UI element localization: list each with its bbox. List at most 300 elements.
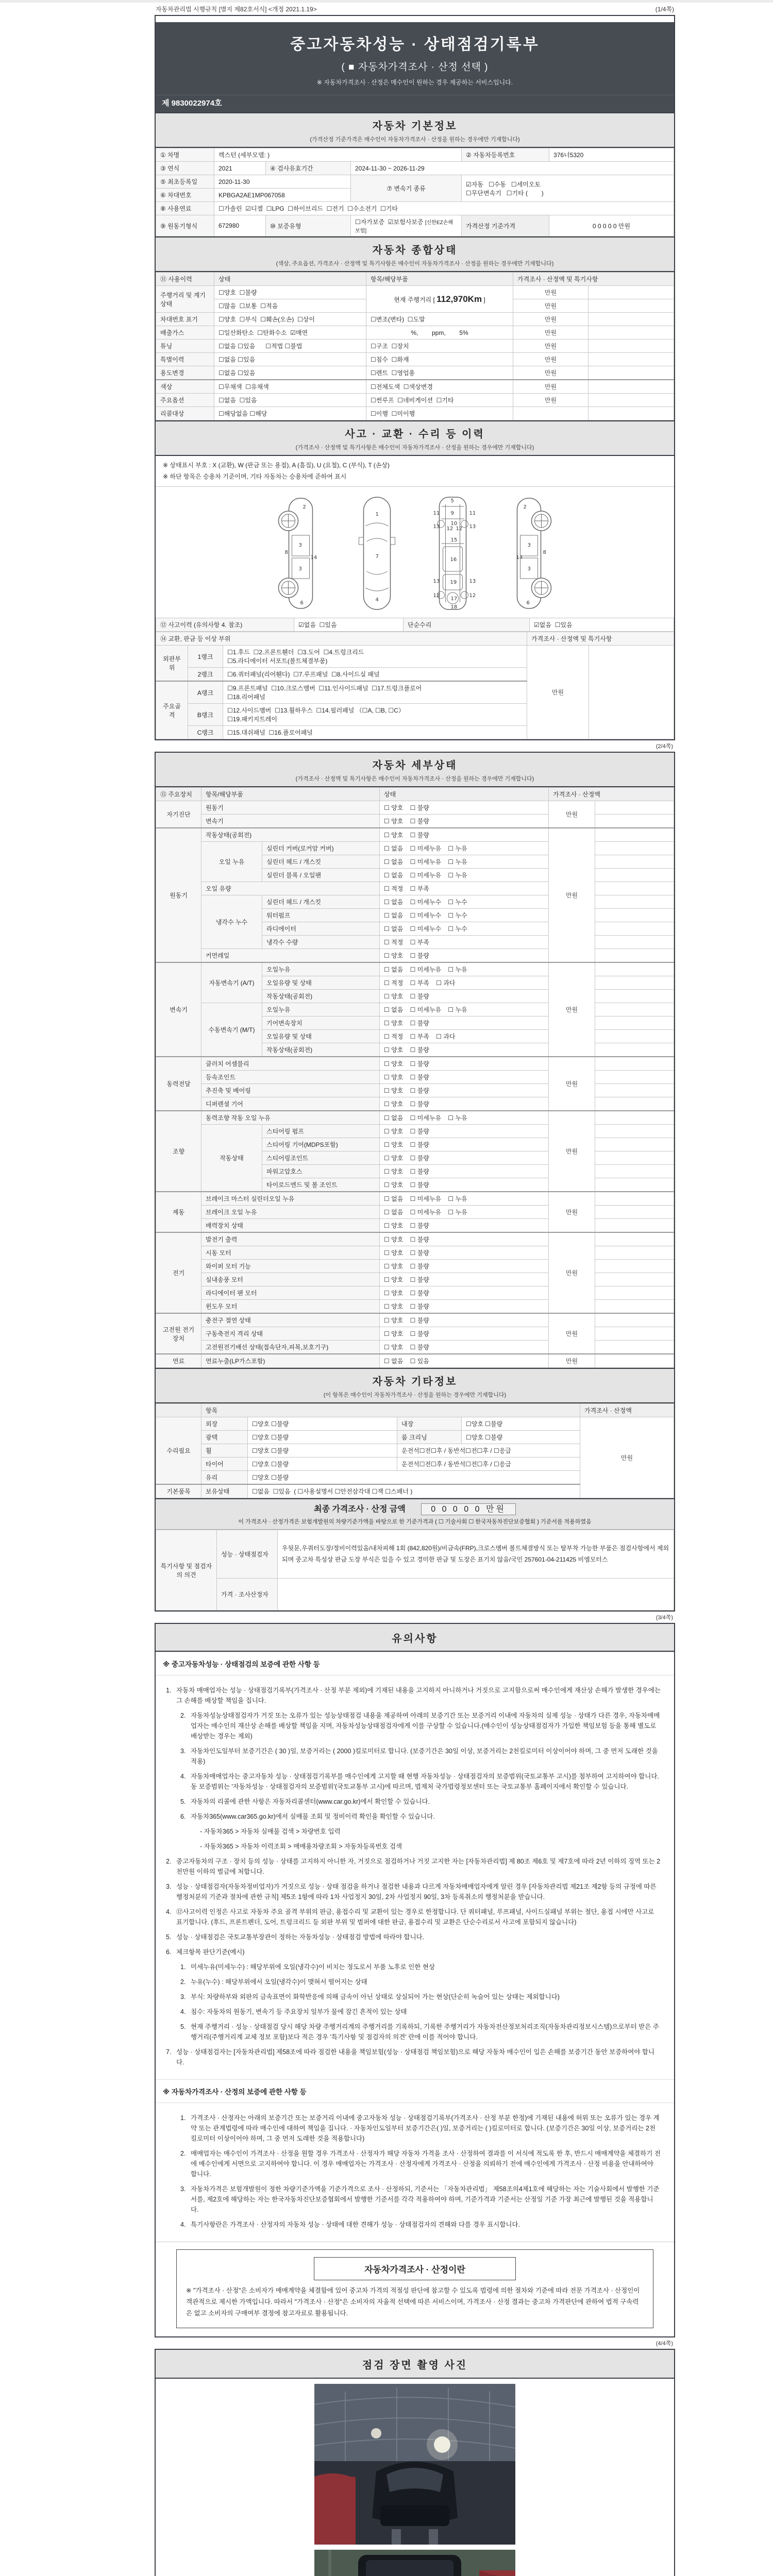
state-checkboxes[interactable]: ☐ 양호 ☐ 불량 bbox=[380, 1313, 549, 1327]
state-checkboxes[interactable]: ☐ 없음 ☐ 미세누유 ☐ 누유 bbox=[380, 855, 549, 869]
row-label: 타이로드엔드 및 볼 조인트 bbox=[262, 1178, 380, 1192]
notice-item: 1. 가격조사 · 산정자는 아래의 보증기간 또는 보증거리 이내에 중고자동차 성능 · 상태점검기록부(가격조사 · 산정 부분 한정)에 기재된 내용에 허위 또는 오류가 있는 경우 계약 또는 관계법령에 따라 매수인에 대하여 책임을 집니다. · 자동차인도일부터 보증기간은( )일, 보증거리는 ( )킬로미터로 합니다. (보증기간은 30일 이상, 보증거리는 2천킬로미터 이상이어야 하며, 그 중 먼저 도래한 것을 적용합니다) bbox=[180, 2114, 660, 2143]
vin-mark-label: 차대번호 표기 bbox=[156, 313, 214, 326]
car-diagram-right-side bbox=[501, 494, 556, 613]
document-title: 중고자동차성능 · 상태점검기록부 bbox=[290, 36, 540, 53]
price-cell: 만원 bbox=[549, 1057, 595, 1111]
emission-state[interactable]: ☐일산화탄소 ☐탄화수소 ☑매연 bbox=[214, 326, 366, 340]
row-label: 고전원전기배선 상태(접속단자,피복,보호기구) bbox=[201, 1341, 380, 1354]
state-checkboxes[interactable]: ☐ 양호 ☐ 불량 bbox=[380, 1165, 549, 1178]
rankA-line2: ☐18.리어패널 bbox=[227, 693, 265, 701]
row-label: 등속조인트 bbox=[201, 1071, 380, 1084]
row-label: 광택 bbox=[201, 1431, 248, 1444]
svg-text:18: 18 bbox=[450, 604, 458, 611]
price-cell: 만원 bbox=[549, 1111, 595, 1192]
notice-item: 5. 현재 주행거리 · 성능 · 상태점검 당시 해당 차량 주행거리계의 주행거리를 기록하되, 기록한 주행거리가 자동차전산정보처리조직(자동차관리정보시스템)으로부터 받은 주행거리(주행거리계 교체 정보 포함)보다 적은 경우 '특기사항 및 점검자의 의견' 란에 이를 적어야 합니다. bbox=[180, 2023, 659, 2041]
notice-group1-list bbox=[156, 1675, 674, 2079]
document-header bbox=[156, 20, 674, 95]
section-title: 자동차 세부상태 bbox=[372, 760, 458, 772]
svg-text:3: 3 bbox=[527, 543, 531, 549]
svg-text:11: 11 bbox=[433, 511, 440, 517]
state-checkboxes[interactable]: ☐ 양호 ☐ 불량 bbox=[380, 1097, 549, 1111]
row-label: 워터펌프 bbox=[262, 909, 380, 922]
rankB-label: B랭크 bbox=[188, 704, 223, 726]
rankA-label: A랭크 bbox=[188, 681, 223, 704]
group-transmission: 변속기 bbox=[156, 962, 201, 1057]
svg-text:16: 16 bbox=[450, 557, 457, 563]
state-checkboxes[interactable]: ☐ 없음 ☐ 미세누수 ☐ 누수 bbox=[380, 895, 549, 909]
basic-info-table bbox=[156, 148, 674, 236]
etc-info-table bbox=[156, 1403, 674, 1498]
row-label: 와이퍼 모터 기능 bbox=[201, 1260, 380, 1273]
inspector-label: 성능 · 상태점검자 bbox=[217, 1530, 278, 1579]
section-subtitle: (가격산정 기준가격은 매수인이 자동차가격조사 · 산정을 원하는 경우에만 기재합니다) bbox=[310, 137, 520, 143]
warranty-type-label: ⑩ 보증유형 bbox=[266, 215, 351, 236]
basic-items-checkboxes[interactable]: ☐없음 ☐있음 ( ☐사용설명서 ☐안전삼각대 ☐잭 ☐스패너 ) bbox=[248, 1484, 580, 1498]
section-title: 사고 · 교환 · 수리 등 이력 bbox=[345, 429, 485, 440]
fuel-label: ⑧ 사용연료 bbox=[156, 202, 214, 215]
legend-codes: ※ 상태표시 부호 : X (교환), W (판금 또는 용접), A (흠집), U (요철), C (부식), T (손상) bbox=[163, 462, 390, 469]
rankC-items[interactable]: ☐15.대쉬패널 ☐16.플로어패널 bbox=[223, 726, 527, 739]
transmission-checkboxes[interactable] bbox=[462, 175, 674, 202]
notice-item: - 자동차365 > 자동차 실매물 검색 > 차량번호 입력 bbox=[200, 1828, 341, 1836]
svg-text:12: 12 bbox=[469, 593, 476, 599]
emission-values: %, ppm, 5% bbox=[366, 326, 513, 340]
row-label: 충전구 절연 상태 bbox=[201, 1313, 380, 1327]
warranty-options: ☐자가보증 ☑보험사보증 bbox=[355, 218, 424, 226]
price-cell: 만원 bbox=[549, 962, 595, 1057]
notice-item: 5. 자동차의 리콜에 관한 사항은 자동차리콜센터(www.car.go.kr)에서 확인할 수 있습니다. bbox=[180, 1798, 430, 1806]
state-checkboxes[interactable]: ☐ 적정 ☐ 부족 bbox=[380, 882, 549, 895]
notice-item: 4. ⑫사고이력 인정은 사고로 자동차 주요 골격 부위의 판금, 용접수리 및 교환이 있는 경우로 한정합니다. 단 쿼터패널, 루프패널, 사이드실패널 부위는 절단, 용접 시에만 사고로 표기합니다. (후드, 프론트펜더, 도어, 트렁크리드 등 외판 부위 및 범퍼에 대한 판금, 용접수리 및 교환은 단순수리로서 사고에 포함되지 않습니다) bbox=[166, 1908, 654, 1926]
rankB-items[interactable] bbox=[223, 704, 527, 726]
notice-item: 2. 누유(누수) : 해당부위에서 오일(냉각수)이 맺혀서 떨어지는 상태 bbox=[180, 1978, 367, 1986]
page-meta bbox=[155, 3, 675, 15]
inspection-period-value: 2024-11-30 ~ 2026-11-29 bbox=[351, 162, 674, 175]
sub-coolant-leak: 냉각수 누수 bbox=[201, 895, 262, 949]
form-box-a bbox=[155, 15, 675, 740]
rankB-line1: ☐12.사이드멤버 ☐13.휠하우스 ☐14.필러패널 （☐A, ☐B, ☐C） bbox=[227, 707, 405, 715]
section-basic-info bbox=[156, 112, 674, 148]
first-reg-label: ⑤ 최초등록일 bbox=[156, 175, 214, 189]
vin-mark-item[interactable]: ☐변조(변타) ☐도말 bbox=[366, 313, 513, 326]
state-checkboxes[interactable]: ☐ 양호 ☐ 불량 bbox=[380, 1016, 549, 1030]
row-label: 연료누출(LP가스포함) bbox=[201, 1354, 380, 1368]
group-engine: 원동기 bbox=[156, 828, 201, 962]
vin-value: KPBGA2AE1MP067058 bbox=[214, 189, 351, 202]
svg-text:13: 13 bbox=[469, 524, 476, 530]
price-survey-definition bbox=[156, 2242, 674, 2336]
form-box-b bbox=[155, 752, 675, 1612]
special-history-label: 특별이력 bbox=[156, 353, 214, 366]
row-label: 휠 bbox=[201, 1444, 248, 1458]
state-checkboxes[interactable]: ☐양호 ☐불량 bbox=[248, 1417, 397, 1431]
row-label: 룸 크리닝 bbox=[397, 1431, 462, 1444]
engine-type-value: 672980 bbox=[214, 215, 266, 236]
emission-label: 배출가스 bbox=[156, 326, 214, 340]
page-number-2: (2/4쪽) bbox=[656, 743, 673, 750]
section-subtitle: (가격조사 · 산정액 및 특기사항은 매수인이 자동차가격조사 · 산정을 원하는 경우에만 기재합니다) bbox=[295, 776, 534, 783]
row-label: 발전기 출력 bbox=[201, 1232, 380, 1246]
rankA-line1: ☐9.프론트패널 ☐10.크로스멤버 ☐11.인사이드패널 ☐17.트렁크플로어 bbox=[227, 685, 422, 692]
price-cell: 만원 bbox=[549, 828, 595, 962]
state-checkboxes[interactable]: ☐ 적정 ☐ 부족 ☐ 과다 bbox=[380, 976, 549, 990]
col-item: 항목/해당부품 bbox=[201, 788, 380, 801]
row-label: 커먼레일 bbox=[201, 949, 380, 963]
state-checkboxes[interactable]: ☐ 없음 ☐ 미세누유 ☐ 누유 bbox=[380, 869, 549, 882]
first-reg-value: 2020-11-30 bbox=[214, 175, 351, 189]
mileage-state-1[interactable]: ☐양호 ☐불량 bbox=[214, 286, 366, 299]
state-checkboxes[interactable]: ☐양호 ☐불량 bbox=[248, 1471, 580, 1485]
state-checkboxes[interactable]: ☐양호 ☐불량 bbox=[248, 1444, 397, 1458]
recall-state[interactable]: ☐해당없음 ☐해당 bbox=[214, 407, 366, 420]
rank2-items[interactable]: ☐6.쿼터패널(리어휀다) ☐7.루프패널 ☐8.사이드실 패널 bbox=[223, 668, 527, 682]
accident-history-value[interactable]: ☑없음 ☐있음 bbox=[294, 618, 404, 632]
col-price-notes: 가격조사 · 산정액 및 특기사항 bbox=[513, 273, 674, 286]
svg-text:3: 3 bbox=[527, 566, 531, 572]
row-label: 타이어 bbox=[201, 1458, 248, 1471]
svg-text:3: 3 bbox=[298, 566, 302, 572]
accident-summary-row bbox=[156, 618, 674, 632]
price-cell: 만원 bbox=[513, 380, 589, 394]
state-checkboxes[interactable]: ☐ 양호 ☐ 불량 bbox=[380, 1178, 549, 1192]
notice-group1-title: ※ 중고자동차성능 · 상태점검의 보증에 관한 사항 등 bbox=[156, 1652, 674, 1675]
section-accident-history bbox=[156, 420, 674, 456]
price-cell: 만원 bbox=[513, 366, 589, 380]
state-checkboxes[interactable]: ☐ 적정 ☐ 부족 bbox=[380, 936, 549, 949]
notice-item: 4. 특기사항란은 가격조사 · 산정자의 자동차 성능 · 상태에 대한 견해가 성능 · 상태점검자의 견해와 다를 경우 표시합니다. bbox=[180, 2221, 520, 2229]
legend-note: ※ 하단 항목은 승용차 기준이며, 기타 자동차는 승용차에 준하여 표시 bbox=[163, 472, 347, 480]
state-checkboxes[interactable]: ☐ 양호 ☐ 불량 bbox=[380, 1232, 549, 1246]
price-cell: 만원 bbox=[513, 286, 589, 299]
options-item[interactable]: ☐썬루프 ☐네비게이션 ☐기타 bbox=[366, 394, 513, 407]
state-checkboxes[interactable]: ☐ 양호 ☐ 불량 bbox=[380, 801, 549, 815]
inspector-opinion-table bbox=[156, 1530, 674, 1611]
tuning-item[interactable]: ☐구조 ☐장치 bbox=[366, 340, 513, 353]
group-self-diagnosis: 자기진단 bbox=[156, 801, 201, 828]
row-label: 동력조향 작동 오일 누유 bbox=[201, 1111, 380, 1125]
row-label: 오일 유량 bbox=[201, 882, 380, 895]
section-overall-condition bbox=[156, 236, 674, 272]
row-label: 시동 모터 bbox=[201, 1246, 380, 1260]
row-label: 변속기 bbox=[201, 815, 380, 828]
definition-box-title: 자동차가격조사 · 산정이란 bbox=[314, 2257, 516, 2280]
state-checkboxes[interactable]: ☐ 없음 ☐ 미세누유 ☐ 누유 bbox=[380, 962, 549, 976]
document-number: 제 9830022974호 bbox=[156, 95, 674, 112]
rankB-line2: ☐19.패키지트레이 bbox=[227, 716, 277, 723]
row-label: 오일누유 bbox=[262, 1003, 380, 1016]
mileage-prefix: 현재 주행거리 [ bbox=[394, 296, 437, 303]
accident-history-label: ⑫ 사고이력 (유의사항 4. 참조) bbox=[156, 618, 294, 632]
row-label: 오일누유 bbox=[262, 962, 380, 976]
svg-text:12: 12 bbox=[446, 526, 453, 532]
insurer-name: [신한EZ손해보험] bbox=[355, 220, 453, 234]
reg-no-value: 376너5320 bbox=[549, 148, 674, 162]
car-diagram-underbody bbox=[426, 494, 480, 613]
simple-repair-label: 단순수리 bbox=[404, 618, 530, 632]
definition-text: ※ "가격조사 · 산정"은 소비자가 매매계약을 체결함에 있어 중고차 가격의 적절성 판단에 참고할 수 있도록 법령에 의한 절차와 기준에 따라 전문 가격조사 · 산정인이 객관적으로 제시한 가액입니다. 따라서 "가격조사 · 산정"은 소비자의 자율적 선택에 따른 서비스이며, 가격조사 · 산정 결과는 중고차 가격판단에 관하여 법적 구속력은 없고 소비자의 구매여부 결정에 참고자료로 활용됩니다. bbox=[186, 2287, 640, 2317]
row-label: 클러치 어셈블리 bbox=[201, 1057, 380, 1071]
state-checkboxes[interactable]: ☐ 양호 ☐ 불량 bbox=[380, 1043, 549, 1057]
state-checkboxes[interactable]: ☐양호 ☐불량 bbox=[462, 1431, 580, 1444]
usage-change-item[interactable]: ☐렌트 ☐영업용 bbox=[366, 366, 513, 380]
state-checkboxes[interactable]: ☐ 양호 ☐ 불량 bbox=[380, 1219, 549, 1233]
row-label: 실내송풍 모터 bbox=[201, 1273, 380, 1286]
options-state[interactable]: ☐없음 ☐있음 bbox=[214, 394, 366, 407]
state-checkboxes[interactable]: ☐ 양호 ☐ 불량 bbox=[380, 1341, 549, 1354]
row-label: 기어변속장치 bbox=[262, 1016, 380, 1030]
price-cell: 만원 bbox=[549, 1354, 595, 1368]
notice-item: 4. 침수: 자동차의 원동기, 변속기 등 주요장치 일부가 물에 잠긴 흔적이 있는 상태 bbox=[180, 2008, 407, 2016]
svg-text:6: 6 bbox=[300, 600, 304, 606]
notice-item: 2. 매매업자는 매수인이 가격조사 · 산정을 원할 경우 가격조사 · 산정자가 해당 자동차 가격을 조사 · 산정하여 결과를 이 서식에 적도록 한 후, 반드시 매매계약을 체결하기 전에 매수인에게 서면으로 고지하여야 합니다. 이 경우 매매업자는 가격조사 · 산정자에게 가격조사 · 산정을 의뢰하기 전에 매수인에게 가격조사 · 산정 비용을 안내하여야 합니다. bbox=[180, 2150, 661, 2178]
vin-label: ⑥ 차대번호 bbox=[156, 189, 214, 202]
car-diagram-top bbox=[350, 494, 404, 613]
price-cell: 만원 bbox=[549, 801, 595, 828]
col-price: 가격조사 · 산정액 bbox=[580, 1404, 674, 1417]
state-checkboxes[interactable]: ☐ 없음 ☐ 미세누유 ☐ 누유 bbox=[380, 842, 549, 855]
reg-no-label: ② 자동차등록번호 bbox=[462, 148, 549, 162]
rank1-line1: ☐1.후드 ☐2.프론트휀더 ☐3.도어 ☐4.트렁크리드 bbox=[227, 649, 364, 656]
col-usage-history: ⑪ 사용이력 bbox=[156, 273, 214, 286]
svg-text:9: 9 bbox=[450, 511, 454, 517]
tire-position-checkboxes[interactable]: 운전석☐전☐후 / 동반석☐전☐후 / ☐응급 bbox=[397, 1458, 580, 1471]
state-checkboxes[interactable]: ☐ 없음 ☐ 미세누유 ☐ 누유 bbox=[380, 1003, 549, 1016]
group-powertrain: 동력전달 bbox=[156, 1057, 201, 1111]
state-checkboxes[interactable]: ☐ 양호 ☐ 불량 bbox=[380, 1138, 549, 1151]
row-label: 브레이크 오일 누유 bbox=[201, 1206, 380, 1219]
rank1-line2: ☐5.라디에이터 서포트(볼트체결부품) bbox=[227, 657, 328, 665]
recall-item[interactable]: ☐이행 ☐미이행 bbox=[366, 407, 513, 420]
notice-item: 3. 부식: 차량하부와 외판의 금속표면이 화학반응에 의해 금속이 아닌 상태로 상실되어 가는 현상(단순히 녹슬어 있는 상태는 제외합니다) bbox=[180, 1993, 560, 2001]
color-item[interactable]: ☐전체도색 ☐색상변경 bbox=[366, 380, 513, 394]
notice-item: 2. 자동차성능상태점검자가 거짓 또는 오류가 있는 성능상태점검 내용을 제공하여 아래의 보증기간 또는 보증거리 이내에 자동차의 실제 성능 · 상태가 다른 경우, 자동차매매업자는 매수인의 재산상 손해를 배상할 책임을 지며, 자동차성능상태점검자에게 이를 구상할 수 있습니다.(매수인이 성능상태점검자가 가입한 책임보험 등을 통해 별도로 배상받는 경우는 제외) bbox=[180, 1712, 660, 1740]
row-label: 작동상태(공회전) bbox=[201, 828, 380, 842]
col-state: 상태 bbox=[380, 788, 549, 801]
state-checkboxes[interactable]: ☐ 양호 ☐ 불량 bbox=[380, 1071, 549, 1084]
col-item: 항목/해당부품 bbox=[366, 273, 513, 286]
svg-text:4: 4 bbox=[375, 597, 379, 603]
svg-text:11: 11 bbox=[469, 511, 476, 517]
row-label: 스티어링조인트 bbox=[262, 1151, 380, 1165]
rank1-items[interactable] bbox=[223, 646, 527, 668]
group-steering: 조향 bbox=[156, 1111, 201, 1192]
section-title: 자동차 기본정보 bbox=[372, 121, 458, 132]
group-basic-items: 기본품목 bbox=[156, 1484, 201, 1498]
engine-type-label: ⑨ 원동기형식 bbox=[156, 215, 214, 236]
form-box-c bbox=[155, 1623, 675, 2337]
svg-text:14: 14 bbox=[516, 555, 523, 561]
state-checkboxes[interactable]: ☐ 양호 ☐ 불량 bbox=[380, 1300, 549, 1314]
state-checkboxes[interactable]: ☐ 양호 ☐ 불량 bbox=[380, 1084, 549, 1097]
base-price-value: 0 0 0 0 0 만원 bbox=[549, 215, 674, 236]
row-label: 추진축 및 베어링 bbox=[201, 1084, 380, 1097]
odometer-state[interactable]: ☐많음 ☐보통 ☐적음 bbox=[214, 299, 366, 313]
special-history-item[interactable]: ☐침수 ☐화재 bbox=[366, 353, 513, 366]
vin-mark-state[interactable]: ☐양호 ☐부식 ☐훼손(오손) ☐상이 bbox=[214, 313, 366, 326]
notice-item: 7. 성능 · 상태점검자는 [자동차관리법] 제58조에 따라 점검한 내용을 책임보험(성능 · 상태점검 책임보험)으로 해당 자동차 매수인이 입은 손해를 보증기간 동안 보증하여야 합니다. bbox=[166, 2048, 655, 2066]
svg-text:1: 1 bbox=[375, 512, 379, 518]
state-checkboxes[interactable]: ☐ 양호 ☐ 불량 bbox=[380, 949, 549, 963]
final-price-band bbox=[156, 1498, 674, 1530]
state-checkboxes[interactable]: ☐양호 ☐불량 bbox=[462, 1417, 580, 1431]
sub-mt: 수동변속기 (M/T) bbox=[201, 1003, 262, 1057]
warranty-checkboxes[interactable] bbox=[351, 215, 462, 236]
state-checkboxes[interactable]: ☐ 양호 ☐ 불량 bbox=[380, 990, 549, 1003]
notice-item: 1. 자동차 매매업자는 성능 · 상태점검기록부(가격조사 · 산정 부분 제외)에 기재된 내용을 고지하지 아니하거나 거짓으로 고지함으로써 매수인에게 재산상 손해가 발생한 경우에는 그 손해를 배상할 책임을 집니다. bbox=[166, 1687, 661, 1705]
state-checkboxes[interactable]: ☐ 적정 ☐ 부족 ☐ 과다 bbox=[380, 1030, 549, 1043]
row-label: 디퍼렌셜 기어 bbox=[201, 1097, 380, 1111]
group-brake: 제동 bbox=[156, 1192, 201, 1232]
tuning-state[interactable]: ☐없음 ☐있음 ☐적법 ☐불법 bbox=[214, 340, 366, 353]
fuel-checkboxes[interactable]: ☐가솔린 ☑디젤 ☐LPG ☐하이브리드 ☐전기 ☐수소전기 ☐기타 bbox=[214, 202, 674, 215]
row-label: 라디에이터 팬 모터 bbox=[201, 1286, 380, 1300]
special-history-state[interactable]: ☐없음 ☐있음 bbox=[214, 353, 366, 366]
notice-item: 1. 미세누유(미세누수) : 해당부위에 오일(냉각수)이 비치는 정도로서 부품 노후로 인한 현상 bbox=[180, 1963, 435, 1971]
transmission-line1: ☑자동 ☐수동 ☐세미오토 bbox=[466, 180, 541, 188]
section-detail-condition bbox=[156, 753, 674, 787]
usage-change-state[interactable]: ☐없음 ☐있음 bbox=[214, 366, 366, 380]
recall-label: 리콜대상 bbox=[156, 407, 214, 420]
simple-repair-value[interactable]: ☑없음 ☐있음 bbox=[530, 618, 674, 632]
row-label: 실린더 커버(로커암 커버) bbox=[262, 842, 380, 855]
car-damage-diagrams bbox=[156, 487, 674, 618]
row-label: 실린더 블록 / 오일팬 bbox=[262, 869, 380, 882]
state-checkboxes[interactable]: ☐ 양호 ☐ 불량 bbox=[380, 1273, 549, 1286]
model-year-value: 2021 bbox=[214, 162, 266, 175]
wheel-position-checkboxes[interactable]: 운전석☐전☐후 / 동반석☐전☐후 / ☐응급 bbox=[397, 1444, 580, 1458]
state-checkboxes[interactable]: ☐ 양호 ☐ 불량 bbox=[380, 828, 549, 842]
row-label: 배력장치 상태 bbox=[201, 1219, 380, 1233]
row-label: 내장 bbox=[397, 1417, 462, 1431]
col-item: 항목 bbox=[201, 1404, 580, 1417]
inspection-period-label: ④ 검사유효기간 bbox=[266, 162, 351, 175]
rank1-label: 1랭크 bbox=[188, 646, 223, 668]
row-label: 오일유량 및 상태 bbox=[262, 1030, 380, 1043]
notice-item: 4. 자동차매매업자는 중고자동차 성능 · 상태점검기록부를 매수인에게 고지할 때 현행 자동차성능 · 상태점검자의 보증범위(국토교통부 고시)를 첨부하여 고지하여야 합니다. 동 보증범위는 '자동차성능 · 상태점검자의 보증범위'(국토교통부 고시)에 따르며, 법제처 국가법령정보센터 또는 국토교통부 홈페이지에서 확인할 수 있습니다. bbox=[180, 1773, 659, 1791]
header-divider bbox=[156, 20, 674, 22]
svg-text:12: 12 bbox=[456, 526, 463, 532]
rankC-label: C랭크 bbox=[188, 726, 223, 739]
state-checkboxes[interactable]: ☐ 양호 ☐ 불량 bbox=[380, 1151, 549, 1165]
price-survey-note: ※ 자동차가격조사 · 산정은 매수인이 원하는 경우 제공하는 서비스입니다. bbox=[316, 79, 513, 86]
state-checkboxes[interactable]: ☐양호 ☐불량 bbox=[248, 1458, 397, 1471]
group-fuel: 연료 bbox=[156, 1354, 201, 1368]
state-checkboxes[interactable]: ☐ 없음 ☐ 미세누유 ☐ 누유 bbox=[380, 1192, 549, 1206]
svg-text:17: 17 bbox=[450, 596, 458, 602]
state-checkboxes[interactable]: ☐ 양호 ☐ 불량 bbox=[380, 1125, 549, 1138]
inspection-photo-front bbox=[314, 2384, 515, 2545]
state-checkboxes[interactable]: ☐ 양호 ☐ 불량 bbox=[380, 815, 549, 828]
state-checkboxes[interactable]: ☐ 없음 ☐ 있음 bbox=[380, 1354, 549, 1368]
state-checkboxes[interactable]: ☐ 없음 ☐ 미세누수 ☐ 누수 bbox=[380, 922, 549, 936]
svg-text:13: 13 bbox=[433, 524, 440, 530]
notice-item: 5. 성능 · 상태점검은 국토교통부장관이 정하는 자동차성능 · 상태점검 방법에 따라야 합니다. bbox=[166, 1934, 425, 1941]
row-label: 윈도우 모터 bbox=[201, 1300, 380, 1314]
section-subtitle: (이 항목은 매수인이 자동차가격조사 · 산정을 원하는 경우에만 기재합니다) bbox=[323, 1392, 507, 1399]
svg-text:5: 5 bbox=[450, 498, 454, 504]
svg-text:13: 13 bbox=[433, 579, 440, 585]
svg-text:2: 2 bbox=[523, 504, 527, 511]
section-title: 자동차 기타정보 bbox=[372, 1376, 458, 1388]
photo-front-illustration bbox=[314, 2384, 515, 2545]
transmission-label: ⑦ 변속기 종류 bbox=[351, 175, 462, 202]
row-label: 작동상태(공회전) bbox=[262, 990, 380, 1003]
notice-group2-list bbox=[156, 2103, 674, 2242]
main-frame-label: 주요골격 bbox=[156, 681, 188, 739]
usage-change-label: 용도변경 bbox=[156, 366, 214, 380]
group-high-voltage: 고전원 전기장치 bbox=[156, 1313, 201, 1354]
svg-text:3: 3 bbox=[298, 543, 302, 549]
row-label: 유리 bbox=[201, 1471, 248, 1485]
notice-item: 3. 성능 · 상태점검자(자동차정비업자)가 거짓으로 성능 · 상태 점검을 하거나 점검한 내용과 다르게 자동차매매업자에게 알린 경우 [자동차관리법 제21조 제2항 등의 규정에 따른 행정처분의 기준과 절차에 관한 규칙] 제5조 1항에 따라 1차 사업정지 30일, 2차 사업정지 90일, 3차 등록취소의 행정처분을 받습니다. bbox=[166, 1883, 657, 1901]
state-checkboxes[interactable]: ☐ 없음 ☐ 미세누유 ☐ 누유 bbox=[380, 1111, 549, 1125]
state-checkboxes[interactable]: ☐양호 ☐불량 bbox=[248, 1431, 397, 1444]
sub-oil-leak: 오일 누유 bbox=[201, 842, 262, 882]
state-checkboxes[interactable]: ☐ 양호 ☐ 불량 bbox=[380, 1327, 549, 1341]
price-cell: 만원 bbox=[513, 299, 589, 313]
state-checkboxes[interactable]: ☐ 양호 ☐ 불량 bbox=[380, 1246, 549, 1260]
sub-steering-operation: 작동상태 bbox=[201, 1125, 262, 1192]
price-assessor-label: 가격 · 조사산정자 bbox=[217, 1579, 278, 1611]
row-label: 스티어링 펌프 bbox=[262, 1125, 380, 1138]
exchange-panel-table bbox=[156, 632, 674, 739]
state-checkboxes[interactable]: ☐ 없음 ☐ 미세누유 ☐ 누유 bbox=[380, 1206, 549, 1219]
row-label: 파워고압호스 bbox=[262, 1165, 380, 1178]
svg-text:8: 8 bbox=[284, 550, 288, 556]
exchange-price-title: 가격조사 · 산정액 및 특기사항 bbox=[527, 632, 674, 646]
overall-condition-table bbox=[156, 272, 674, 420]
mileage-label: 주행거리 및 계기상태 bbox=[156, 286, 214, 313]
section-title: 유의사항 bbox=[392, 1633, 438, 1645]
section-etc-info bbox=[156, 1368, 674, 1403]
rankA-items[interactable] bbox=[223, 681, 527, 704]
state-checkboxes[interactable]: ☐ 양호 ☐ 불량 bbox=[380, 1057, 549, 1071]
inspector-opinion-text: 우뒷문,우쿼터도장/정비이력있음/내차피해 1회 (842,820원)/비금속(FRP),크로스멤버 볼트체결방식 또는 탈부착 가능한 부품은 점검사항에서 제외되며 중고차 특성상 판금 도장 부식은 있을 수 있고 경미한 판금 및 도장은 표기치 않음/국민 257601-04-211425 비엠모터스 bbox=[278, 1530, 674, 1579]
price-cell: 만원 bbox=[513, 394, 589, 407]
col-price: 가격조사 · 산정액 bbox=[549, 788, 674, 801]
section-title: 점검 장면 촬영 사진 bbox=[362, 2359, 468, 2371]
section-title: 자동차 종합상태 bbox=[372, 245, 458, 256]
price-cell: 만원 bbox=[549, 1313, 595, 1354]
price-cell: 만원 bbox=[513, 326, 589, 340]
color-state[interactable]: ☐무채색 ☐유채색 bbox=[214, 380, 366, 394]
section-photos bbox=[156, 2350, 674, 2379]
page-number-3: (3/4쪽) bbox=[656, 1615, 673, 1621]
exchange-title: ⑭ 교환, 판금 등 이상 부위 bbox=[156, 632, 527, 646]
color-label: 색상 bbox=[156, 380, 214, 394]
state-checkboxes[interactable]: ☐ 양호 ☐ 불량 bbox=[380, 1286, 549, 1300]
price-cell: 만원 bbox=[549, 1192, 595, 1232]
inspection-photo-rear bbox=[314, 2550, 515, 2576]
state-checkboxes[interactable]: ☐ 양호 ☐ 불량 bbox=[380, 1260, 549, 1273]
svg-text:10: 10 bbox=[450, 521, 458, 527]
price-cell: 만원 bbox=[580, 1417, 674, 1498]
detail-condition-table bbox=[156, 787, 674, 1368]
row-label: 라디에이터 bbox=[262, 922, 380, 936]
svg-text:7: 7 bbox=[375, 554, 379, 560]
svg-text:6: 6 bbox=[526, 600, 530, 606]
svg-text:15: 15 bbox=[450, 537, 458, 544]
section-subtitle: (색상, 주요옵션, 가격조사 · 산정액 및 특기사항은 매수인이 자동차가격조사 · 산정을 원하는 경우에만 기재합니다) bbox=[276, 261, 554, 267]
state-checkboxes[interactable]: ☐ 없음 ☐ 미세누수 ☐ 누수 bbox=[380, 909, 549, 922]
row-label: 작동상태(공회전) bbox=[262, 1043, 380, 1057]
page-number-4: (4/4쪽) bbox=[656, 2340, 673, 2347]
svg-text:8: 8 bbox=[543, 550, 546, 556]
page-number-1: (1/4쪽) bbox=[655, 6, 674, 13]
car-name-label: ① 차명 bbox=[156, 148, 214, 162]
price-assessor-text bbox=[278, 1579, 674, 1611]
